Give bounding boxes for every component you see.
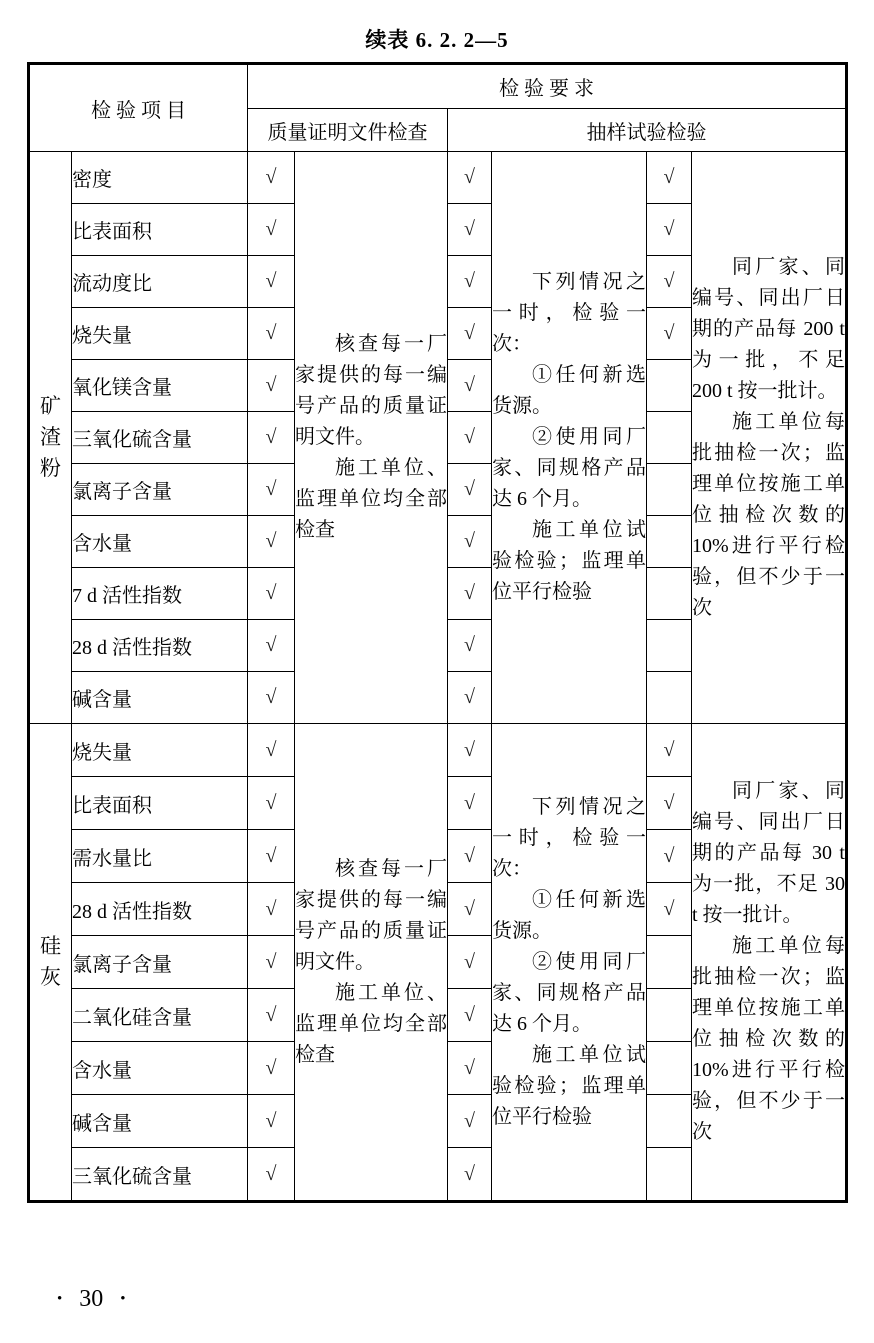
- note-paragraph: 施工单位每批抽检一次；监理单位按施工单位抽检次数的 10%进行平行检验，但不少于一次: [692, 410, 845, 619]
- doc-check-mark: √: [248, 1148, 295, 1202]
- sampling-check-mark-2: [647, 620, 692, 672]
- note-paragraph: 施工单位试验检验；监理单位平行检验: [492, 1043, 646, 1128]
- note-paragraph: 核查每一厂家提供的每一编号产品的质量证明文件。: [295, 333, 447, 448]
- sampling-check-mark-2: √: [647, 724, 692, 777]
- sampling-check-mark-1: √: [448, 830, 492, 883]
- sampling-batch-note: [692, 724, 847, 1202]
- doc-check-mark: √: [248, 204, 295, 256]
- sampling-check-mark-1: √: [448, 672, 492, 724]
- sampling-check-mark-2: √: [647, 256, 692, 308]
- header-row-1: [29, 64, 847, 109]
- item-label: 碱含量: [72, 672, 248, 724]
- doc-check-mark: √: [248, 724, 295, 777]
- sampling-check-mark-2: √: [647, 777, 692, 830]
- doc-check-mark: √: [248, 516, 295, 568]
- item-label: 三氧化硫含量: [72, 1148, 248, 1202]
- sampling-check-mark-1: √: [448, 1148, 492, 1202]
- note-paragraph: ②使用同厂家、同规格产品达 6 个月。: [492, 426, 646, 510]
- page-number: 30: [79, 1286, 104, 1312]
- item-label: 密度: [72, 152, 248, 204]
- sampling-check-mark-1: √: [448, 1095, 492, 1148]
- sampling-check-mark-2: √: [647, 883, 692, 936]
- item-label: 28 d 活性指数: [72, 620, 248, 672]
- doc-check-mark: √: [248, 360, 295, 412]
- sampling-check-mark-2: [647, 412, 692, 464]
- sampling-check-mark-2: [647, 936, 692, 989]
- item-label: 7 d 活性指数: [72, 568, 248, 620]
- note-paragraph: ①任何新选货源。: [492, 364, 646, 417]
- sampling-check-mark-1: √: [448, 777, 492, 830]
- group-label-text: 硅灰: [40, 934, 61, 989]
- doc-check-note: [295, 152, 448, 724]
- footer-bullet-right: •: [120, 1291, 126, 1307]
- sampling-check-mark-2: [647, 989, 692, 1042]
- sampling-check-mark-2: [647, 516, 692, 568]
- note-paragraph: ①任何新选货源。: [492, 888, 646, 942]
- sampling-check-mark-2: [647, 1095, 692, 1148]
- doc-check-mark: √: [248, 1095, 295, 1148]
- note-paragraph: 施工单位、监理单位均全部检查: [295, 981, 447, 1066]
- sampling-check-mark-2: √: [647, 830, 692, 883]
- sampling-check-mark-2: [647, 1042, 692, 1095]
- note-paragraph: 核查每一厂家提供的每一编号产品的质量证明文件。: [295, 857, 447, 973]
- note-paragraph: ②使用同厂家、同规格产品达 6 个月。: [492, 950, 646, 1035]
- item-label: 碱含量: [72, 1095, 248, 1148]
- note-paragraph: 同厂家、同编号、同出厂日期的产品每 200 t 为一批，不足 200 t 按一批计。: [692, 255, 845, 402]
- sampling-check-mark-2: √: [647, 308, 692, 360]
- item-label: 三氧化硫含量: [72, 412, 248, 464]
- doc-check-mark: √: [248, 1042, 295, 1095]
- sampling-check-mark-1: √: [448, 620, 492, 672]
- group-label-slag-powder: [29, 152, 72, 724]
- sampling-check-mark-1: √: [448, 152, 492, 204]
- doc-check-mark: √: [248, 568, 295, 620]
- table-row: [29, 724, 847, 777]
- doc-check-note: [295, 724, 448, 1202]
- item-label: 氯离子含量: [72, 936, 248, 989]
- note-paragraph: 同厂家、同编号、同出厂日期的产品每 30 t 为一批，不足 30 t 按一批计。: [692, 780, 845, 926]
- header-inspection-requirement: 检 验 要 求: [248, 64, 847, 109]
- sampling-check-mark-1: √: [448, 360, 492, 412]
- table-row: [29, 152, 847, 204]
- doc-check-mark: √: [248, 883, 295, 936]
- footer-bullet-left: •: [57, 1291, 63, 1307]
- sampling-condition-note: [492, 724, 647, 1202]
- doc-check-mark: √: [248, 936, 295, 989]
- header-inspection-item: 检 验 项 目: [29, 64, 248, 152]
- inspection-table: [27, 62, 848, 1203]
- sampling-check-mark-1: √: [448, 464, 492, 516]
- sampling-check-mark-1: √: [448, 724, 492, 777]
- doc-check-mark: √: [248, 620, 295, 672]
- sampling-check-mark-2: [647, 360, 692, 412]
- sampling-check-mark-1: √: [448, 936, 492, 989]
- item-label: 含水量: [72, 516, 248, 568]
- sampling-check-mark-2: √: [647, 152, 692, 204]
- sampling-check-mark-2: [647, 672, 692, 724]
- item-label: 烧失量: [72, 308, 248, 360]
- note-paragraph: 施工单位试验检验；监理单位平行检验: [492, 519, 646, 603]
- header-sampling-test: 抽样试验检验: [448, 109, 847, 152]
- sampling-check-mark-1: √: [448, 256, 492, 308]
- doc-check-mark: √: [248, 152, 295, 204]
- sampling-check-mark-1: √: [448, 412, 492, 464]
- sampling-check-mark-1: √: [448, 883, 492, 936]
- sampling-check-mark-1: √: [448, 989, 492, 1042]
- item-label: 氧化镁含量: [72, 360, 248, 412]
- sampling-check-mark-1: √: [448, 568, 492, 620]
- sampling-check-mark-1: √: [448, 516, 492, 568]
- doc-check-mark: √: [248, 464, 295, 516]
- item-label: 流动度比: [72, 256, 248, 308]
- sampling-check-mark-2: [647, 1148, 692, 1202]
- sampling-check-mark-1: √: [448, 204, 492, 256]
- page-footer: [57, 1286, 126, 1313]
- item-label: 比表面积: [72, 777, 248, 830]
- item-label: 烧失量: [72, 724, 248, 777]
- item-label: 氯离子含量: [72, 464, 248, 516]
- sampling-check-mark-1: √: [448, 308, 492, 360]
- header-doc-check: 质量证明文件检查: [248, 109, 448, 152]
- doc-check-mark: √: [248, 989, 295, 1042]
- doc-check-mark: √: [248, 256, 295, 308]
- sampling-check-mark-2: [647, 464, 692, 516]
- item-label: 比表面积: [72, 204, 248, 256]
- doc-check-mark: √: [248, 308, 295, 360]
- doc-check-mark: √: [248, 672, 295, 724]
- sampling-condition-note: [492, 152, 647, 724]
- note-paragraph: 下列情况之一时，检验一次：: [492, 271, 646, 355]
- sampling-check-mark-2: [647, 568, 692, 620]
- sampling-check-mark-1: √: [448, 1042, 492, 1095]
- group-label-silica-fume: [29, 724, 72, 1202]
- group-label-text: 矿渣粉: [40, 394, 61, 480]
- sampling-batch-note: [692, 152, 847, 724]
- item-label: 二氧化硅含量: [72, 989, 248, 1042]
- doc-check-mark: √: [248, 777, 295, 830]
- note-paragraph: 施工单位、监理单位均全部检查: [295, 457, 447, 541]
- table-title: 续表 6. 2. 2—5: [365, 28, 509, 52]
- item-label: 28 d 活性指数: [72, 883, 248, 936]
- doc-check-mark: √: [248, 412, 295, 464]
- note-paragraph: 下列情况之一时，检验一次：: [492, 795, 646, 880]
- doc-check-mark: √: [248, 830, 295, 883]
- sampling-check-mark-2: √: [647, 204, 692, 256]
- item-label: 需水量比: [72, 830, 248, 883]
- item-label: 含水量: [72, 1042, 248, 1095]
- note-paragraph: 施工单位每批抽检一次；监理单位按施工单位抽检次数的 10%进行平行检验，但不少于一次: [692, 935, 845, 1143]
